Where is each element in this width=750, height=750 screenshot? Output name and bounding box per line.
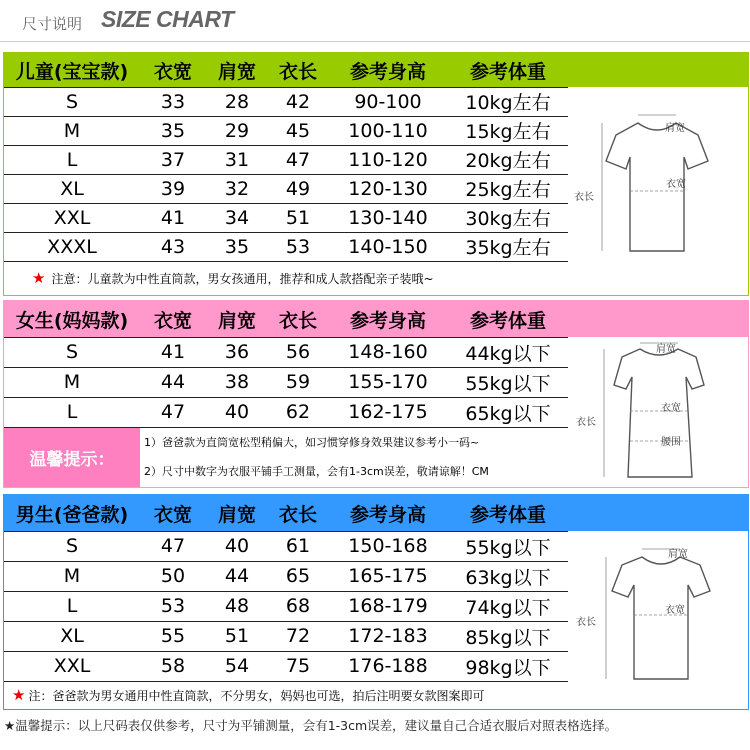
height-cell: 176-188 <box>348 655 428 677</box>
size-cell: L <box>66 595 78 617</box>
table-row <box>4 591 568 622</box>
size-cell: S <box>65 535 79 557</box>
size-cell: XXXL <box>47 235 97 258</box>
men-size-section <box>3 494 749 710</box>
diagram-waist-label: 腰围 <box>661 437 681 448</box>
size-cell: XXL <box>53 655 91 677</box>
shoulder-cell: 36 <box>224 341 250 363</box>
shoulder-cell: 32 <box>224 177 250 200</box>
weight-cell: 10kg左右 <box>465 92 551 114</box>
women-header-weight: 参考体重 <box>469 309 546 332</box>
size-cell: L <box>66 401 78 423</box>
women-size-table <box>4 301 568 487</box>
footer-tip: ★温馨提示：以上尺码表仅供参考，尺寸为平铺测量，会有1-3cm误差，建议量自己合适衣服后对照表格选择。 <box>4 718 618 733</box>
men-note-text: 注：爸爸款为男女通用中性直筒款，不分男女，妈妈也可选，拍后注明要女款图案即可 <box>28 688 485 703</box>
size-cell: M <box>63 565 81 587</box>
size-cell: XXL <box>53 206 91 229</box>
table-row <box>4 87 568 117</box>
weight-cell: 15kg左右 <box>465 121 551 143</box>
weight-cell: 20kg左右 <box>465 150 551 172</box>
tip-label-text: 温馨提示： <box>29 450 115 470</box>
weight-cell: 30kg左右 <box>465 208 551 230</box>
women-header-width: 衣宽 <box>153 309 192 332</box>
shoulder-cell: 44 <box>224 565 250 587</box>
length-cell: 53 <box>285 235 311 258</box>
title-cn: 尺寸说明 <box>22 15 83 33</box>
size-cell: M <box>63 371 81 393</box>
women-header-row <box>4 301 568 338</box>
men-header-length: 衣长 <box>278 503 317 526</box>
height-cell: 148-160 <box>348 341 428 363</box>
weight-cell: 25kg左右 <box>465 179 551 201</box>
shoulder-cell: 35 <box>224 235 250 258</box>
diagram-length-label: 衣长 <box>574 192 594 203</box>
height-cell: 165-175 <box>348 565 428 587</box>
shoulder-cell: 28 <box>224 90 250 113</box>
height-cell: 172-183 <box>348 625 428 647</box>
men-header-shoulder: 肩宽 <box>217 503 256 526</box>
table-row <box>4 621 568 652</box>
kids-header-weight: 参考体重 <box>469 60 546 83</box>
weight-cell: 65kg以下 <box>465 402 551 425</box>
men-size-table <box>4 495 568 709</box>
length-cell: 65 <box>285 565 311 587</box>
kids-header-length: 衣长 <box>278 60 317 83</box>
diagram-width-label: 衣宽 <box>665 605 685 616</box>
weight-cell: 63kg以下 <box>465 566 551 589</box>
length-cell: 72 <box>285 625 311 647</box>
kids-shirt-diagram <box>568 53 748 295</box>
length-cell: 49 <box>285 177 311 200</box>
tshirt-icon <box>568 53 748 295</box>
men-header-style: 男生(爸爸款) <box>15 503 129 526</box>
women-shirt-diagram <box>568 301 748 487</box>
weight-cell: 85kg以下 <box>465 626 551 649</box>
kids-header-width: 衣宽 <box>153 60 192 83</box>
table-row <box>4 174 568 204</box>
height-cell: 150-168 <box>348 535 428 557</box>
table-row <box>4 232 568 262</box>
size-cell: M <box>63 119 81 142</box>
table-row <box>4 531 568 562</box>
tip-line-1: 1）爸爸款为直筒宽松型稍偏大，如习惯穿修身效果建议参考小一码~ <box>144 436 480 449</box>
width-cell: 53 <box>160 595 186 617</box>
length-cell: 56 <box>285 341 311 363</box>
width-cell: 41 <box>160 206 186 229</box>
shoulder-cell: 31 <box>224 148 250 171</box>
length-cell: 75 <box>285 655 311 677</box>
men-header-height: 参考身高 <box>349 503 426 526</box>
women-tip-label <box>4 428 140 487</box>
diagram-length-label: 衣长 <box>576 617 596 628</box>
length-cell: 42 <box>285 90 311 113</box>
table-row <box>4 203 568 233</box>
header-divider <box>0 41 750 42</box>
size-cell: S <box>65 341 79 363</box>
width-cell: 41 <box>160 341 186 363</box>
height-cell: 155-170 <box>348 371 428 393</box>
length-cell: 59 <box>285 371 311 393</box>
tshirt-icon <box>568 495 748 709</box>
width-cell: 39 <box>160 177 186 200</box>
diagram-shoulder-label: 肩宽 <box>668 549 688 560</box>
length-cell: 62 <box>285 401 311 423</box>
page-header <box>0 0 750 45</box>
size-cell: S <box>65 90 79 113</box>
table-row <box>4 651 568 682</box>
men-shirt-diagram <box>568 495 748 709</box>
kids-size-table <box>4 53 568 295</box>
width-cell: 50 <box>160 565 186 587</box>
kids-note <box>4 262 568 294</box>
tshirt-icon <box>568 301 748 487</box>
diagram-width-label: 衣宽 <box>661 403 681 414</box>
length-cell: 68 <box>285 595 311 617</box>
title-en: SIZE CHART <box>101 6 234 32</box>
diagram-length-label: 衣长 <box>576 417 596 428</box>
shoulder-cell: 38 <box>224 371 250 393</box>
length-cell: 47 <box>285 148 311 171</box>
table-row <box>4 397 568 428</box>
shoulder-cell: 51 <box>224 625 250 647</box>
width-cell: 58 <box>160 655 186 677</box>
kids-size-section <box>3 52 749 296</box>
length-cell: 61 <box>285 535 311 557</box>
length-cell: 45 <box>285 119 311 142</box>
men-header-weight: 参考体重 <box>469 503 546 526</box>
size-cell: XL <box>60 177 84 200</box>
diagram-width-label: 衣宽 <box>666 179 686 190</box>
weight-cell: 44kg以下 <box>465 342 551 365</box>
kids-header-height: 参考身高 <box>349 60 426 83</box>
height-cell: 110-120 <box>348 148 428 171</box>
table-row <box>4 367 568 398</box>
width-cell: 55 <box>160 625 186 647</box>
kids-header-row <box>4 53 568 88</box>
width-cell: 44 <box>160 371 186 393</box>
kids-note-text: 注意：儿童款为中性直筒款，男女孩通用，推荐和成人款搭配亲子装哦~ <box>51 271 434 286</box>
table-row <box>4 561 568 592</box>
men-header-width: 衣宽 <box>153 503 192 526</box>
diagram-shoulder-label: 肩宽 <box>665 123 685 134</box>
length-cell: 51 <box>285 206 311 229</box>
size-cell: L <box>66 148 78 171</box>
women-header-shoulder: 肩宽 <box>217 309 256 332</box>
weight-cell: 98kg以下 <box>465 656 551 679</box>
height-cell: 140-150 <box>348 235 428 258</box>
height-cell: 100-110 <box>348 119 428 142</box>
kids-header-shoulder: 肩宽 <box>217 60 256 83</box>
width-cell: 43 <box>160 235 186 258</box>
men-note <box>4 682 568 708</box>
table-row <box>4 116 568 146</box>
shoulder-cell: 54 <box>224 655 250 677</box>
men-header-row <box>4 495 568 532</box>
width-cell: 37 <box>160 148 186 171</box>
height-cell: 90-100 <box>354 90 422 113</box>
table-row <box>4 145 568 175</box>
width-cell: 33 <box>160 90 186 113</box>
women-tip-text <box>140 428 568 487</box>
women-header-style: 女生(妈妈款) <box>15 309 129 332</box>
table-row <box>4 337 568 368</box>
kids-header-style: 儿童(宝宝款) <box>15 60 129 83</box>
women-size-section <box>3 300 749 488</box>
height-cell: 120-130 <box>348 177 428 200</box>
width-cell: 47 <box>160 535 186 557</box>
women-header-height: 参考身高 <box>349 309 426 332</box>
height-cell: 162-175 <box>348 401 428 423</box>
star-icon: ★ <box>12 686 26 704</box>
width-cell: 47 <box>160 401 186 423</box>
shoulder-cell: 40 <box>224 535 250 557</box>
tip-line-2: 2）尺寸中数字为衣服平铺手工测量，会有1-3cm误差，敬请谅解！CM <box>144 465 489 478</box>
diagram-shoulder-label: 肩宽 <box>656 344 676 355</box>
shoulder-cell: 29 <box>224 119 250 142</box>
weight-cell: 35kg左右 <box>465 237 551 259</box>
weight-cell: 55kg以下 <box>465 536 551 559</box>
women-header-length: 衣长 <box>278 309 317 332</box>
weight-cell: 74kg以下 <box>465 596 551 619</box>
size-cell: XL <box>60 625 84 647</box>
weight-cell: 55kg以下 <box>465 372 551 395</box>
shoulder-cell: 40 <box>224 401 250 423</box>
star-icon: ★ <box>32 269 46 287</box>
height-cell: 130-140 <box>348 206 428 229</box>
width-cell: 35 <box>160 119 186 142</box>
shoulder-cell: 34 <box>224 206 250 229</box>
height-cell: 168-179 <box>348 595 428 617</box>
shoulder-cell: 48 <box>224 595 250 617</box>
